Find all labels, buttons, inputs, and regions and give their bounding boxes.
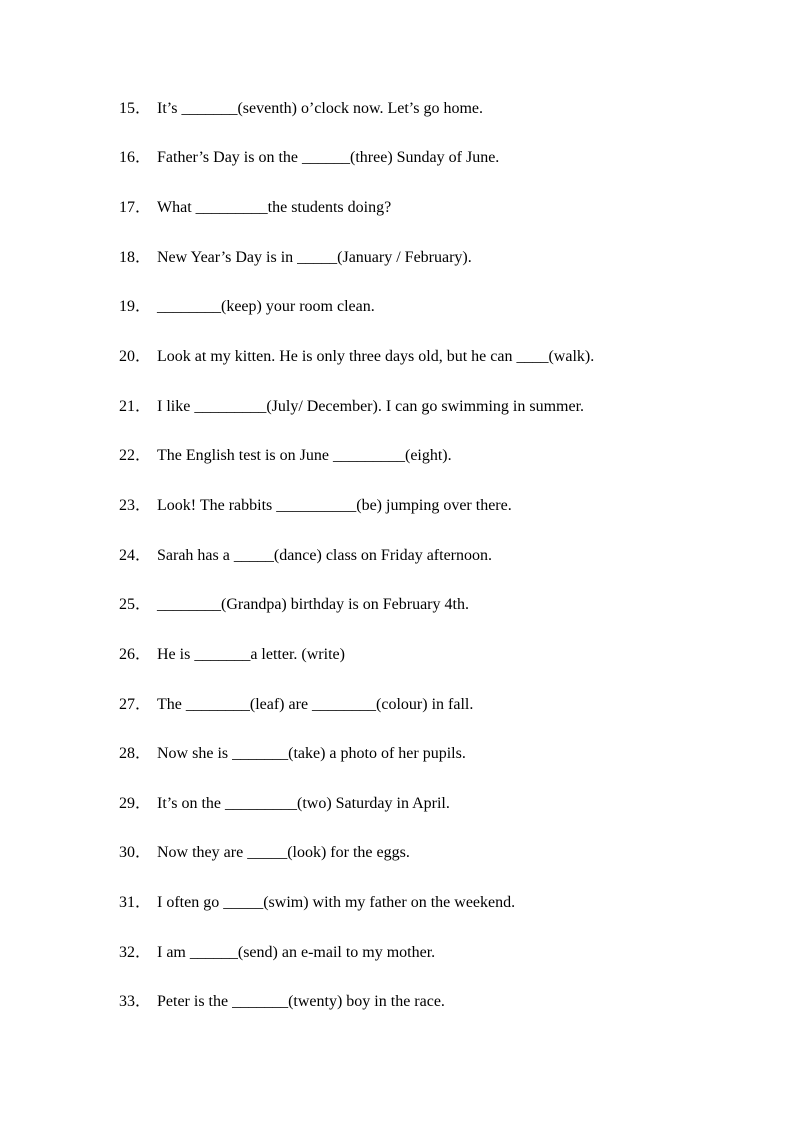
item-number: 28． <box>119 745 152 762</box>
item-number: 29． <box>119 795 152 812</box>
exercise-item <box>119 246 759 270</box>
item-number: 32． <box>119 944 152 961</box>
item-number: 22． <box>119 447 152 464</box>
exercise-item <box>119 395 759 419</box>
item-number: 25． <box>119 596 152 613</box>
item-text: It’s _______(seventh) o’clock now. Let’s go home. <box>157 100 484 117</box>
item-number: 23． <box>119 497 152 514</box>
exercise-item <box>119 97 759 121</box>
exercise-item <box>119 891 759 915</box>
exercise-item <box>119 841 759 865</box>
exercise-item <box>119 643 759 667</box>
item-text: Look! The rabbits __________(be) jumping over there. <box>157 497 512 514</box>
item-number: 21． <box>119 398 152 415</box>
item-number: 16． <box>119 149 152 166</box>
item-number: 30． <box>119 844 152 861</box>
item-text: What _________the students doing? <box>157 199 392 216</box>
exercise-item <box>119 444 759 468</box>
item-text: Peter is the _______(twenty) boy in the race. <box>157 993 445 1010</box>
exercise-item <box>119 544 759 568</box>
item-text: Father’s Day is on the ______(three) Sunday of June. <box>157 149 500 166</box>
item-number: 27． <box>119 696 152 713</box>
exercise-item <box>119 146 759 170</box>
item-number: 18． <box>119 249 152 266</box>
item-text: New Year’s Day is in _____(January / February). <box>157 249 472 266</box>
item-text: I like _________(July/ December). I can go swimming in summer. <box>157 398 585 415</box>
exercise-item <box>119 494 759 518</box>
exercise-item <box>119 196 759 220</box>
item-text: It’s on the _________(two) Saturday in April. <box>157 795 450 812</box>
item-text: Now they are _____(look) for the eggs. <box>157 844 410 861</box>
item-text: ________(Grandpa) birthday is on February 4th. <box>157 596 469 613</box>
exercise-item <box>119 345 759 369</box>
item-text: The ________(leaf) are ________(colour) in fall. <box>157 696 474 713</box>
exercise-item <box>119 295 759 319</box>
item-text: Now she is _______(take) a photo of her pupils. <box>157 745 466 762</box>
item-number: 33． <box>119 993 152 1010</box>
exercise-item <box>119 593 759 617</box>
exercise-item <box>119 693 759 717</box>
exercise-item <box>119 792 759 816</box>
item-text: I am ______(send) an e-mail to my mother. <box>157 944 436 961</box>
item-text: He is _______a letter. (write) <box>157 646 345 663</box>
exercise-item <box>119 742 759 766</box>
item-number: 24． <box>119 547 152 564</box>
item-number: 20． <box>119 348 152 365</box>
item-text: The English test is on June _________(eight). <box>157 447 452 464</box>
item-text: I often go _____(swim) with my father on the weekend. <box>157 894 516 911</box>
item-number: 17． <box>119 199 152 216</box>
item-text: ________(keep) your room clean. <box>157 298 375 315</box>
item-number: 26． <box>119 646 152 663</box>
item-number: 15． <box>119 100 152 117</box>
exercise-item <box>119 941 759 965</box>
exercise-item <box>119 990 759 1014</box>
item-text: Look at my kitten. He is only three days old, but he can ____(walk). <box>157 348 595 365</box>
item-number: 31． <box>119 894 152 911</box>
item-text: Sarah has a _____(dance) class on Friday afternoon. <box>157 547 492 564</box>
item-number: 19． <box>119 298 152 315</box>
